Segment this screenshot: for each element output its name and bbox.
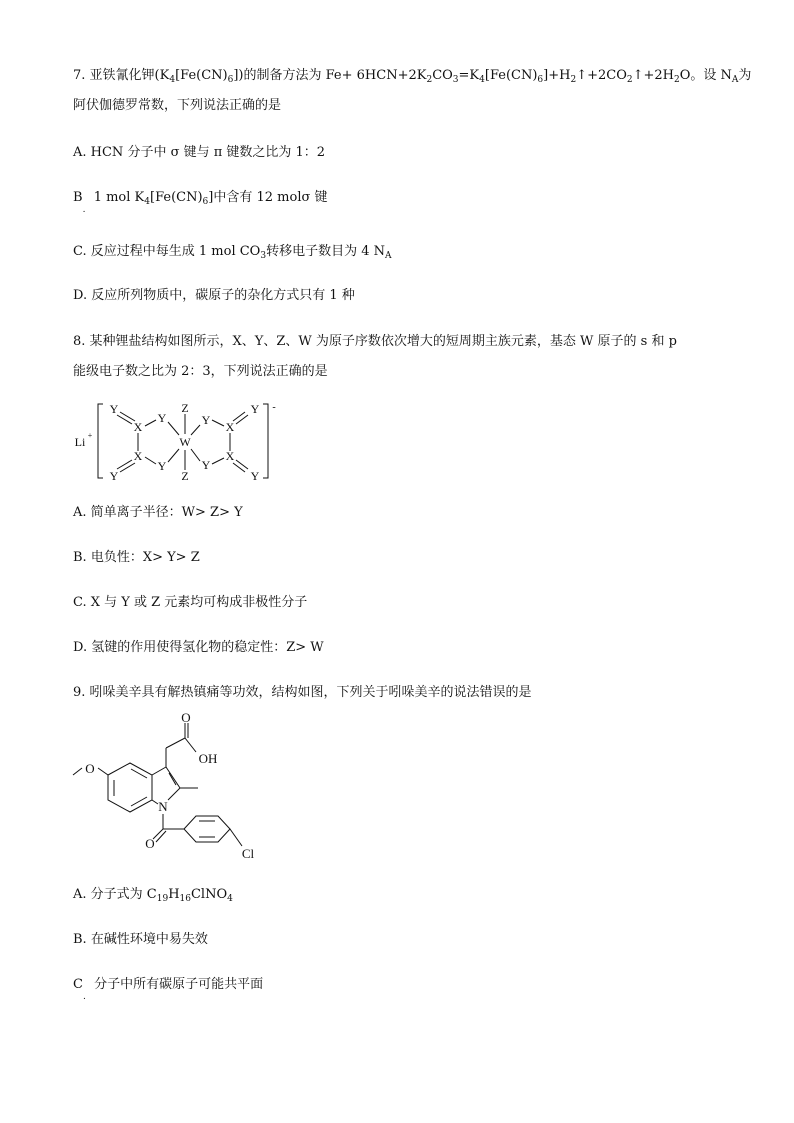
- subscript: 2: [570, 75, 577, 85]
- atom-cl: Cl: [241, 846, 255, 861]
- q7-stem-text: CO: [432, 68, 453, 83]
- q7-stem-text: 为: [738, 68, 752, 83]
- bond: [98, 768, 108, 775]
- atom-y: Y: [201, 413, 211, 427]
- bond: [168, 422, 179, 435]
- atom-y: Y: [201, 458, 211, 472]
- bond: [168, 788, 180, 800]
- subscript: 4: [479, 75, 485, 85]
- bond: [212, 420, 224, 426]
- bond: [236, 415, 248, 424]
- q7-stem-text: [Fe(CN): [175, 68, 228, 83]
- q8-stem-line2: 能级电子数之比为 2：3，下列说法正确的是: [73, 364, 328, 379]
- q7-option-d: D. 反应所列物质中，碳原子的杂化方式只有 1 种: [73, 288, 355, 303]
- q7-option-a: A. HCN 分子中 σ 键与 π 键数之比为 1：2: [73, 145, 326, 160]
- bond: [117, 415, 132, 424]
- option-text: ClNO: [190, 887, 228, 902]
- bond: [145, 420, 156, 426]
- bond: [156, 831, 166, 842]
- q7-stem-line2: 阿伏伽德罗常数，下列说法正确的是: [73, 98, 282, 113]
- option-text: ]中含有 12 molσ 键: [208, 190, 328, 205]
- atom-y: Y: [109, 402, 119, 416]
- option-text: A. 分子式为 C: [73, 887, 157, 902]
- q8-option-b: B. 电负性：X> Y> Z: [73, 550, 200, 565]
- q8-option-c: C. X 与 Y 或 Z 元素均可构成非极性分子: [73, 595, 308, 610]
- subscript: 2: [626, 75, 633, 85]
- bond: [230, 829, 242, 846]
- q7-stem: [73, 67, 751, 85]
- option-text: 转移电子数目为 4 N: [266, 244, 385, 259]
- atom-z: Z: [181, 469, 189, 483]
- q7-stem-text: 7. 亚铁氰化钾(K: [73, 68, 170, 83]
- bond: [166, 767, 180, 788]
- bond: [166, 738, 185, 748]
- q9-option-c: [73, 976, 264, 1002]
- benzene-ring: [108, 763, 152, 812]
- option-text: H: [168, 887, 180, 902]
- chlorophenyl-ring: [184, 816, 230, 842]
- q7-option-c: [73, 243, 392, 261]
- atom-x: X: [225, 449, 235, 463]
- bond: [191, 425, 200, 435]
- option-text: C. 反应过程中每生成 1 mol CO: [73, 244, 261, 259]
- atom-x: X: [133, 420, 143, 434]
- q7-stem-text: ]+H: [543, 68, 571, 83]
- bond: [233, 463, 245, 472]
- lithium-salt-structure: [73, 398, 293, 486]
- indomethacin-structure: [68, 710, 268, 868]
- atom-y: Y: [157, 411, 167, 425]
- anion-charge: -: [272, 402, 276, 413]
- subscript: 6: [202, 197, 209, 207]
- option-text: [Fe(CN): [150, 190, 203, 205]
- q7-stem-text: ])的制备方法为 Fe+ 6HCN+2K: [233, 68, 427, 83]
- bond: [191, 449, 200, 461]
- option-label: C: [73, 977, 83, 992]
- atom-x: X: [133, 449, 143, 463]
- option-label: B: [73, 190, 83, 205]
- q7-stem-text: ↑+2CO: [576, 68, 627, 83]
- q8-option-d: D. 氢键的作用使得氢化物的稳定性：Z> W: [73, 640, 324, 655]
- cation-li: Li: [74, 435, 86, 449]
- bond: [131, 769, 147, 778]
- bond: [233, 412, 245, 421]
- subscript: 3: [260, 251, 267, 261]
- subscript: 4: [144, 197, 150, 207]
- cation-charge: +: [87, 431, 93, 440]
- bond: [169, 773, 176, 785]
- subscript: A: [731, 75, 739, 85]
- q8-stem-line1: 8. 某种锂盐结构如图所示，X、Y、Z、W 为原子序数依次增大的短周期主族元素，基态 W 原子的 s 和 p: [73, 334, 677, 349]
- option-dot: .: [82, 992, 86, 1002]
- q9-stem: 9. 吲哚美辛具有解热镇痛等功效，结构如图，下列关于吲哚美辛的说法错误的是: [73, 685, 532, 700]
- subscript: 2: [426, 75, 433, 85]
- bond: [152, 800, 158, 804]
- left-bracket: [98, 404, 103, 478]
- subscript: 6: [537, 75, 544, 85]
- atom-o: O: [181, 710, 191, 725]
- subscript: A: [385, 251, 392, 261]
- atom-oh: OH: [198, 751, 218, 766]
- bond: [168, 449, 179, 462]
- bond: [185, 738, 196, 752]
- q7-stem-text: =K: [458, 68, 480, 83]
- subscript: 4: [169, 75, 176, 85]
- subscript: 4: [227, 894, 233, 904]
- atom-y: Y: [250, 469, 260, 483]
- bond: [236, 460, 248, 469]
- option-dot: .: [82, 205, 86, 215]
- atom-y: Y: [250, 402, 260, 416]
- bond: [212, 458, 224, 464]
- subscript: 2: [674, 75, 680, 85]
- subscript: 16: [179, 894, 191, 904]
- subscript: 3: [452, 75, 459, 85]
- bond: [120, 463, 135, 472]
- atom-y: Y: [109, 469, 119, 483]
- atom-o: O: [85, 761, 95, 776]
- atom-n: N: [158, 799, 168, 814]
- right-bracket: [263, 404, 268, 478]
- bond: [145, 457, 156, 464]
- q9-option-b: B. 在碱性环境中易失效: [73, 932, 208, 947]
- atom-x: X: [225, 420, 235, 434]
- atom-z: Z: [181, 401, 189, 415]
- atom-w: W: [179, 435, 191, 449]
- q8-option-a: A. 简单离子半径：W> Z> Y: [73, 505, 243, 520]
- bond: [73, 768, 82, 775]
- bond: [131, 797, 147, 806]
- q9-option-a: [73, 886, 233, 904]
- q7-stem-text: [Fe(CN): [484, 68, 538, 83]
- atom-y: Y: [157, 459, 167, 473]
- option-text: 分子中所有碳原子可能共平面: [94, 977, 264, 992]
- subscript: 19: [156, 894, 169, 904]
- bond: [152, 767, 166, 775]
- option-text: 1 mol K: [93, 190, 145, 205]
- q7-stem-text: ↑+2H: [632, 68, 675, 83]
- atom-o: O: [145, 836, 155, 851]
- subscript: 6: [227, 75, 234, 85]
- q7-option-b: [73, 189, 328, 215]
- q7-stem-text: O。设 N: [679, 68, 732, 83]
- bond: [117, 460, 132, 469]
